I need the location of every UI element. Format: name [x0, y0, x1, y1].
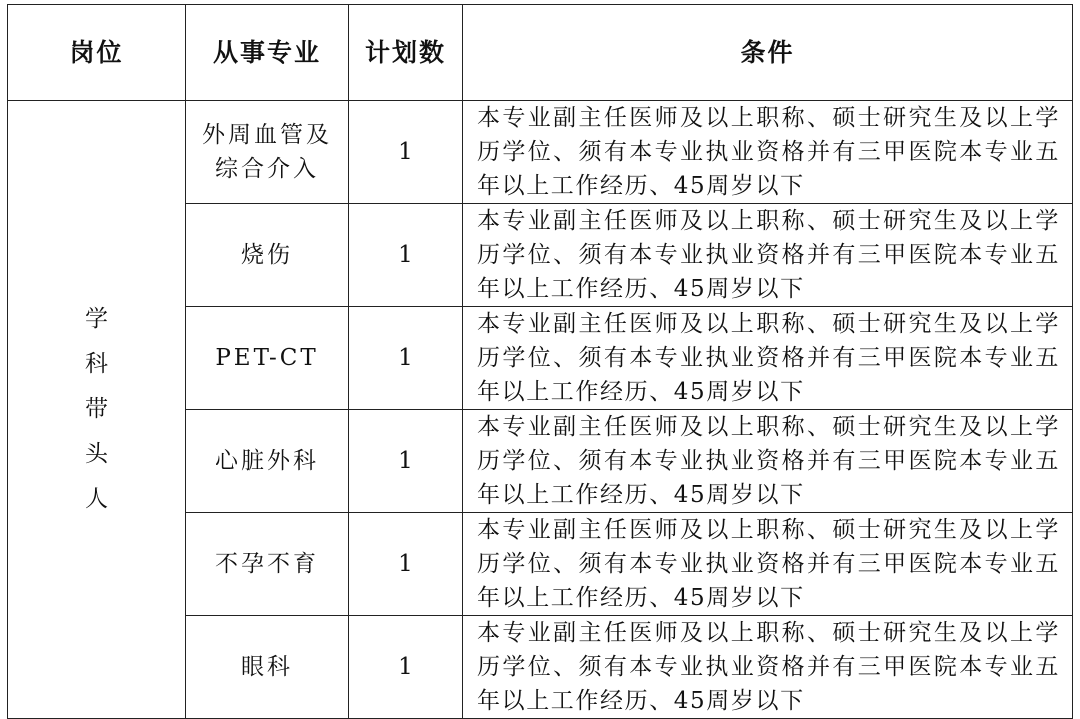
plan-count-cell: 1 [349, 513, 463, 616]
major-cell: 烧伤 [186, 204, 349, 307]
conditions-cell: 本专业副主任医师及以上职称、硕士研究生及以上学历学位、须有本专业执业资格并有三甲医院本专业五年以上工作经历、45周岁以下 [463, 204, 1073, 307]
position-char: 科 [85, 351, 108, 377]
position-char: 头 [85, 441, 108, 467]
position-cell [8, 101, 186, 719]
conditions-cell: 本专业副主任医师及以上职称、硕士研究生及以上学历学位、须有本专业执业资格并有三甲医院本专业五年以上工作经历、45周岁以下 [463, 616, 1073, 719]
recruitment-table [7, 4, 1073, 719]
conditions-cell: 本专业副主任医师及以上职称、硕士研究生及以上学历学位、须有本专业执业资格并有三甲医院本专业五年以上工作经历、45周岁以下 [463, 513, 1073, 616]
major-cell: 外周血管及综合介入 [186, 101, 349, 204]
major-cell: 眼科 [186, 616, 349, 719]
header-conditions: 条件 [463, 5, 1073, 101]
major-cell: 不孕不育 [186, 513, 349, 616]
conditions-cell: 本专业副主任医师及以上职称、硕士研究生及以上学历学位、须有本专业执业资格并有三甲医院本专业五年以上工作经历、45周岁以下 [463, 101, 1073, 204]
conditions-cell: 本专业副主任医师及以上职称、硕士研究生及以上学历学位、须有本专业执业资格并有三甲医院本专业五年以上工作经历、45周岁以下 [463, 410, 1073, 513]
position-char: 人 [85, 486, 108, 512]
major-cell: 心脏外科 [186, 410, 349, 513]
table-row [8, 101, 1073, 204]
plan-count-cell: 1 [349, 307, 463, 410]
header-plan-count: 计划数 [349, 5, 463, 101]
header-position: 岗位 [8, 5, 186, 101]
header-major: 从事专业 [186, 5, 349, 101]
header-row [8, 5, 1073, 101]
plan-count-cell: 1 [349, 616, 463, 719]
plan-count-cell: 1 [349, 204, 463, 307]
plan-count-cell: 1 [349, 101, 463, 204]
position-char: 带 [85, 396, 108, 422]
plan-count-cell: 1 [349, 410, 463, 513]
conditions-cell: 本专业副主任医师及以上职称、硕士研究生及以上学历学位、须有本专业执业资格并有三甲医院本专业五年以上工作经历、45周岁以下 [463, 307, 1073, 410]
position-char: 学 [85, 306, 108, 332]
major-cell: PET-CT [186, 307, 349, 410]
